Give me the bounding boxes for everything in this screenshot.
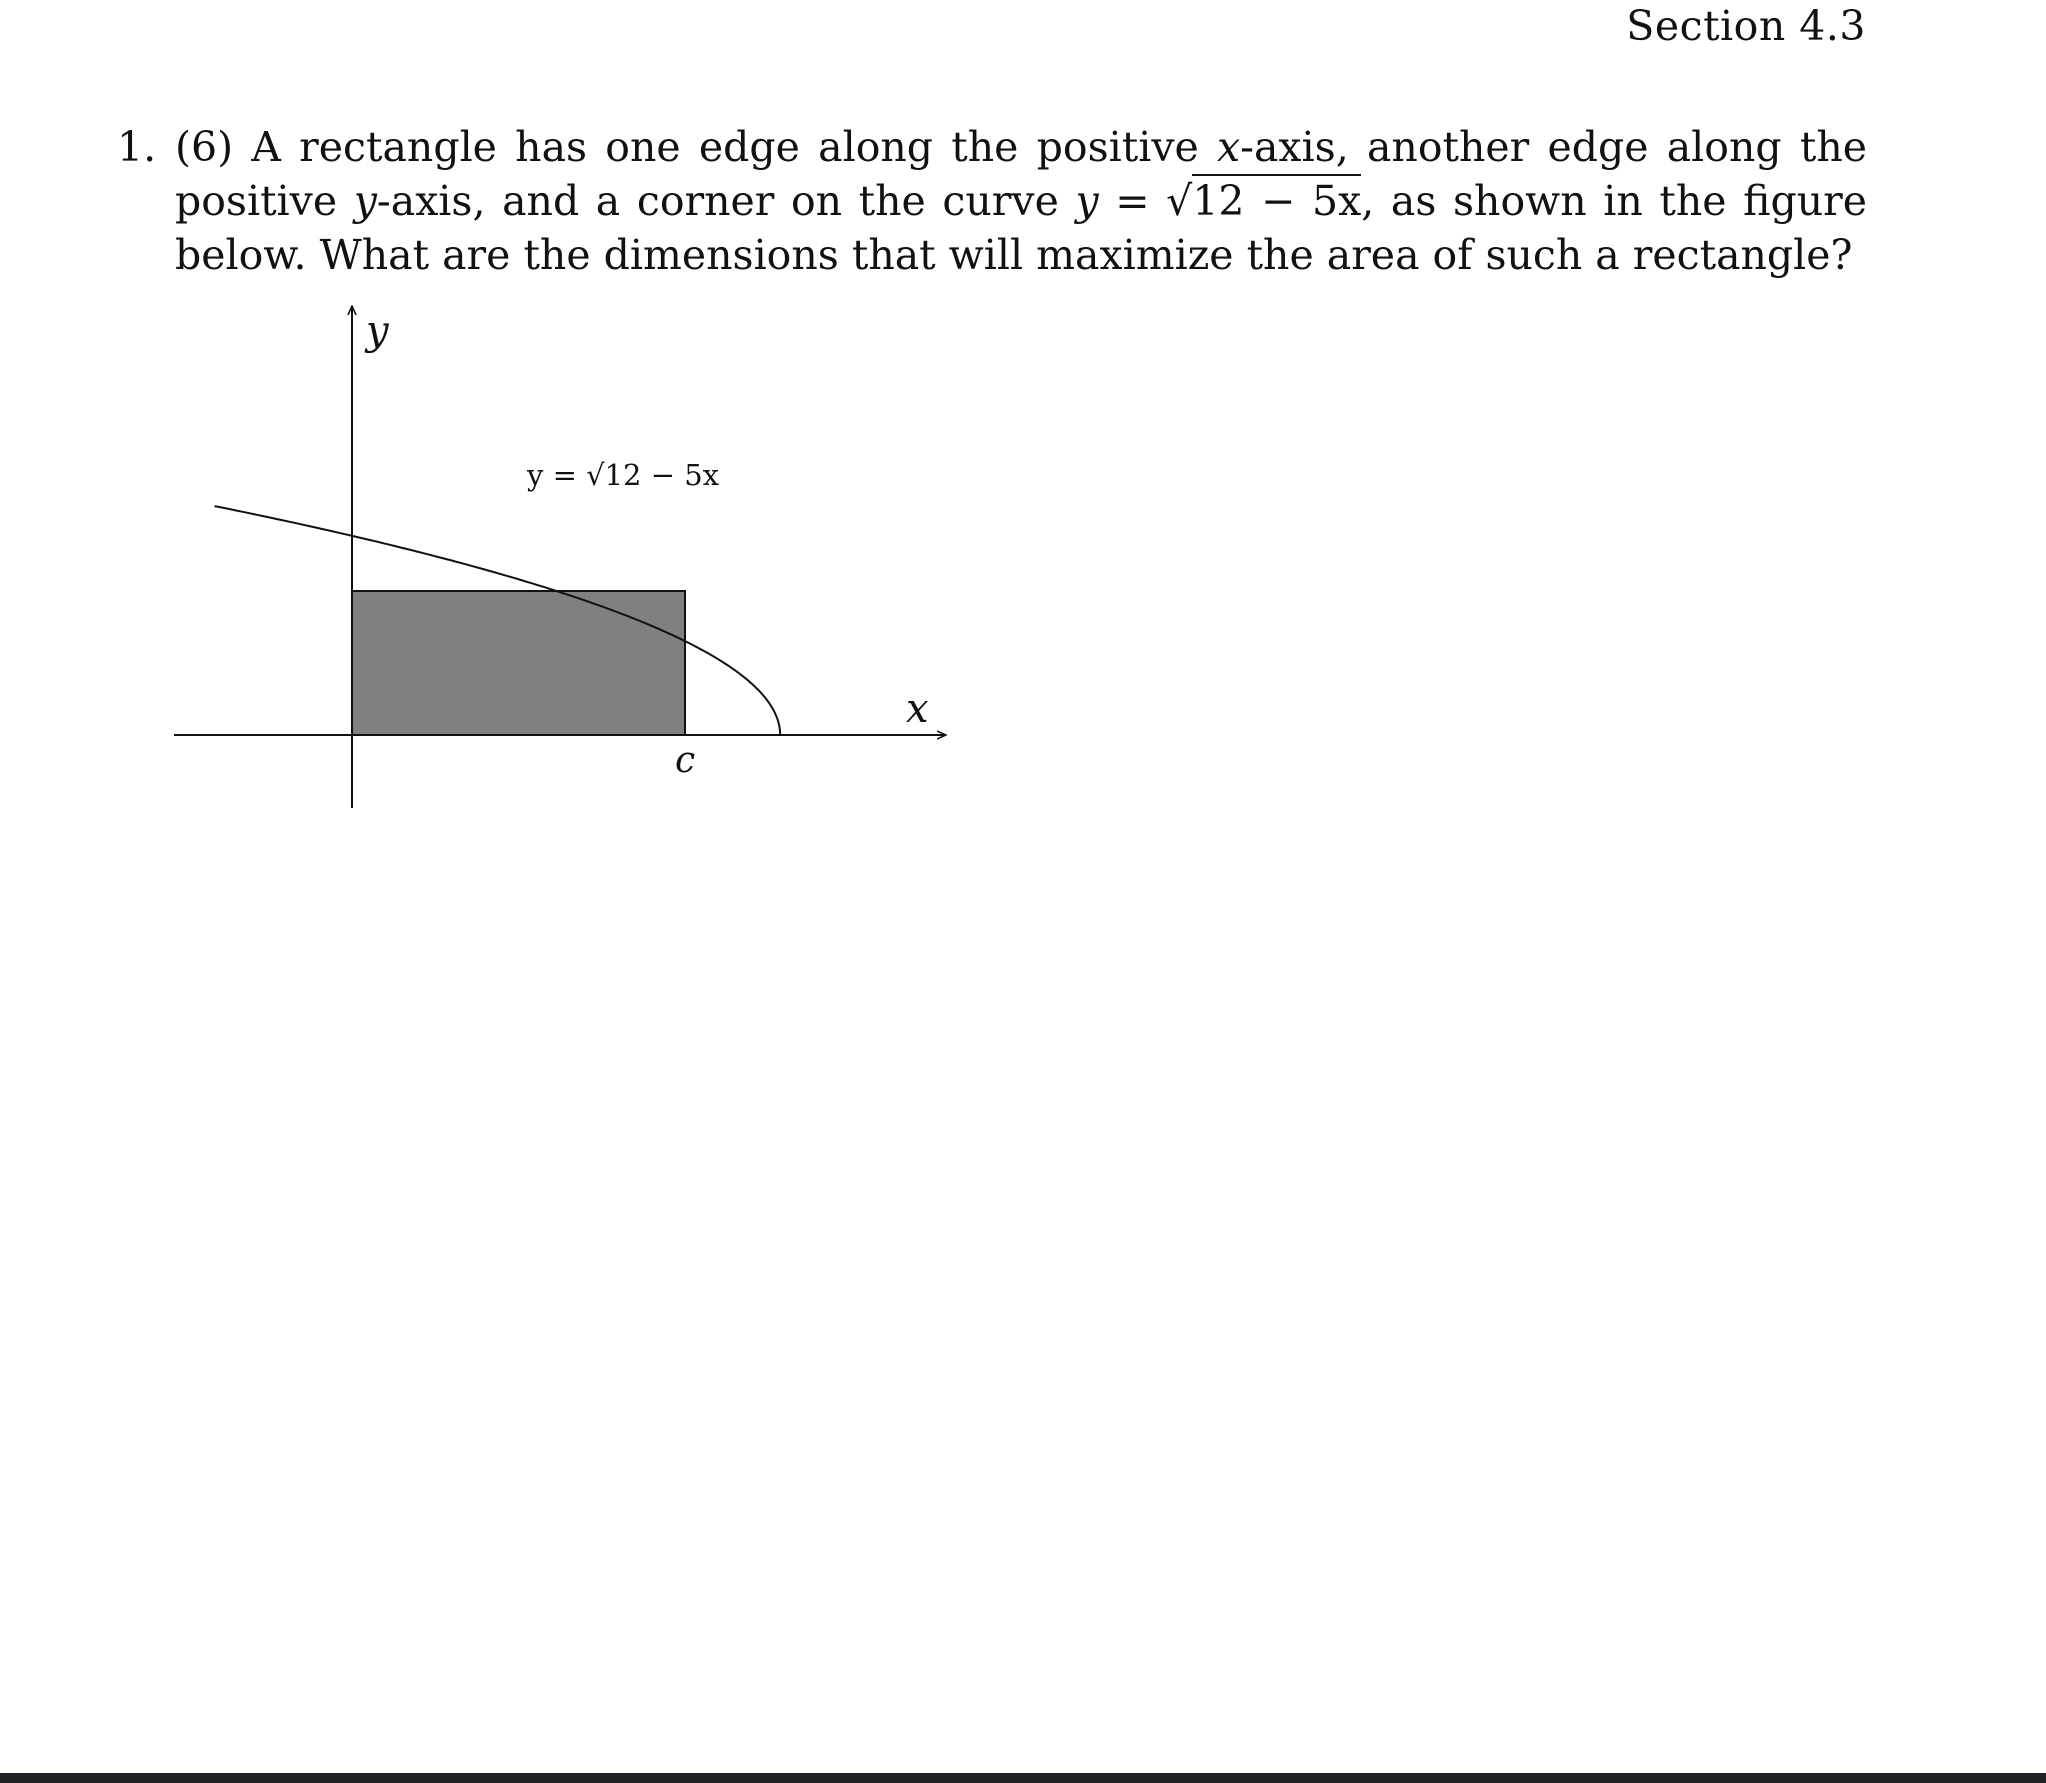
inscribed-rectangle — [352, 591, 685, 735]
equation-sqrt-sign: = √ — [1098, 177, 1193, 225]
equation-radicand: 12 − 5x — [1192, 174, 1361, 225]
problem-text-part: -axis, another edge along the positive — [175, 123, 1868, 225]
bottom-edge-bar — [0, 1773, 2046, 1783]
problem-text-part: , as shown in the figure below. What are the dimensions that will maximize the area of such a rectangle? — [175, 177, 1867, 279]
equation-lhs: y — [1075, 177, 1099, 225]
curve-label: y = √12 − 5x — [527, 458, 720, 492]
problem-text-part: -axis, and a corner on the curve — [376, 177, 1076, 225]
var-y: y — [353, 177, 377, 225]
problem-text-part: A rectangle has one edge along the positive — [251, 123, 1217, 171]
x-axis-label: x — [906, 686, 929, 732]
problem-points: (6) — [175, 123, 234, 171]
problem-number: 1. — [117, 123, 157, 171]
y-axis-label: y — [366, 308, 389, 354]
var-x: x — [1217, 123, 1241, 171]
corner-label: c — [675, 740, 696, 781]
section-label: Section 4.3 — [1626, 2, 1866, 50]
